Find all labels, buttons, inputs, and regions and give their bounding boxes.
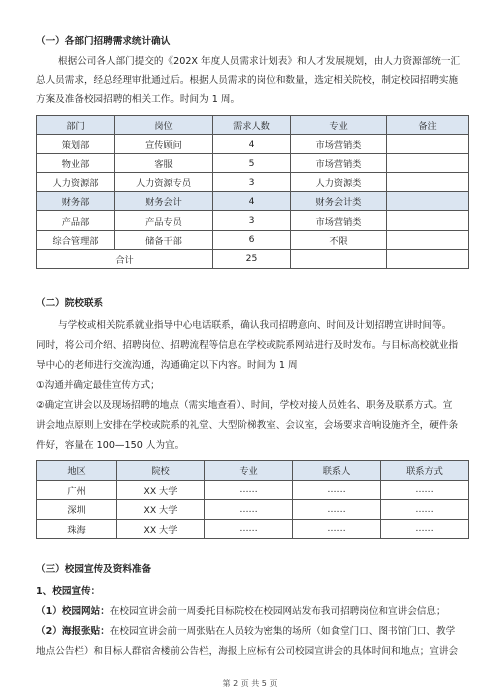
table-cell: 储备干部 bbox=[115, 230, 213, 249]
table-row bbox=[37, 135, 469, 154]
section2-line2: 同时，将公司介绍、招聘岗位、招聘流程等信息在学校或院系网站进行及时发布。与目标高校就业指 bbox=[36, 340, 459, 351]
table-cell bbox=[387, 192, 469, 211]
table-cell: …… bbox=[381, 519, 469, 539]
table-cell: 4 bbox=[213, 135, 291, 154]
table-cell: …… bbox=[205, 500, 293, 520]
table-cell: 3 bbox=[213, 173, 291, 192]
section2-heading: （二）院校联系 bbox=[36, 298, 104, 309]
table-cell: 客服 bbox=[115, 154, 213, 173]
section3-heading: （三）校园宣传及资料准备 bbox=[36, 564, 152, 575]
table-cell: 人力资源部 bbox=[37, 173, 115, 192]
table-cell: 市场营销类 bbox=[291, 154, 387, 173]
table-cell: 市场营销类 bbox=[291, 135, 387, 154]
table-row bbox=[37, 480, 469, 500]
item1-text: 在校园宣讲会前一周委托目标院校在校园网站发布我司招聘岗位和宣讲会信息； bbox=[109, 606, 446, 617]
table-total-row bbox=[37, 249, 469, 268]
header-cell: 岗位 bbox=[115, 116, 213, 135]
table-cell: 财务会计 bbox=[115, 192, 213, 211]
table-cell: …… bbox=[381, 480, 469, 500]
table-cell bbox=[387, 211, 469, 230]
header-cell: 联系人 bbox=[293, 461, 381, 481]
demand-table-header bbox=[37, 116, 469, 135]
section2-line3: 导中心的老师进行交流沟通，沟通确定以下内容。时间为 1 周 bbox=[36, 360, 298, 371]
item2-text: 在校园宣讲会前一周张贴在人员较为密集的场所（如食堂门口、图书馆门口、教学 bbox=[109, 626, 456, 637]
table-cell: 宣传顾问 bbox=[115, 135, 213, 154]
table-cell: 人力资源专员 bbox=[115, 173, 213, 192]
table-cell: 深圳 bbox=[37, 500, 117, 520]
table-cell: 市场营销类 bbox=[291, 211, 387, 230]
table-cell: 财务会计类 bbox=[291, 192, 387, 211]
table-row bbox=[37, 519, 469, 539]
section1-para-line2: 总人员需求，经总经理审批通过后。根据人员需求的岗位和数量，选定相关院校，制定校园招聘实施 bbox=[36, 75, 459, 86]
total-label-cell: 合计 bbox=[37, 249, 213, 268]
table-cell bbox=[387, 230, 469, 249]
table-row bbox=[37, 500, 469, 520]
total-value-cell: 25 bbox=[213, 249, 291, 268]
table-cell: 广州 bbox=[37, 480, 117, 500]
item1-label: （1）校园网站： bbox=[36, 606, 110, 617]
table-cell: …… bbox=[293, 500, 381, 520]
section2-line1: 与学校或相关院系就业指导中心电话联系，确认我司招聘意向、时间及计划招聘宣讲时间等。 bbox=[58, 320, 452, 331]
section1-heading: （一）各部门招聘需求统计确认 bbox=[36, 36, 171, 47]
table-cell: 策划部 bbox=[37, 135, 115, 154]
section2-line4: ①沟通并确定最佳宣传方式； bbox=[36, 380, 160, 391]
header-cell: 专业 bbox=[291, 116, 387, 135]
table-cell: 5 bbox=[213, 154, 291, 173]
header-cell: 地区 bbox=[37, 461, 117, 481]
table-cell: …… bbox=[381, 500, 469, 520]
table-row bbox=[37, 230, 469, 249]
header-cell: 院校 bbox=[117, 461, 205, 481]
table-cell bbox=[291, 249, 387, 268]
section2-line6: 讲会地点原则上安排在学校或院系的礼堂、大型阶梯教室、会议室，会场要求音响设施齐全，硬件条 bbox=[36, 420, 459, 431]
header-cell: 备注 bbox=[387, 116, 469, 135]
table-cell: 产品部 bbox=[37, 211, 115, 230]
table-cell bbox=[387, 249, 469, 268]
table-cell: 物业部 bbox=[37, 154, 115, 173]
table-cell: 综合管理部 bbox=[37, 230, 115, 249]
table-cell bbox=[387, 173, 469, 192]
table-cell: …… bbox=[205, 480, 293, 500]
demand-table bbox=[36, 115, 469, 269]
table-cell: 6 bbox=[213, 230, 291, 249]
table-cell bbox=[387, 135, 469, 154]
table-cell: 3 bbox=[213, 211, 291, 230]
table-cell bbox=[387, 154, 469, 173]
table-cell: 财务部 bbox=[37, 192, 115, 211]
table-cell: XX 大学 bbox=[117, 519, 205, 539]
page-footer: 第 2 页 共 5 页 bbox=[222, 679, 278, 688]
table-row bbox=[37, 192, 469, 211]
section2-line7: 件好，容量在 100—150 人为宜。 bbox=[36, 440, 185, 451]
table-cell: 珠海 bbox=[37, 519, 117, 539]
table-cell: 4 bbox=[213, 192, 291, 211]
header-cell: 需求人数 bbox=[213, 116, 291, 135]
header-cell: 联系方式 bbox=[381, 461, 469, 481]
table-cell: 人力资源类 bbox=[291, 173, 387, 192]
section1-para-line1: 根据公司各人部门提交的《202X 年度人员需求计划表》和人才发展规划，由人力资源部统一汇 bbox=[58, 56, 461, 67]
section3-item1 bbox=[36, 604, 446, 620]
table-cell: …… bbox=[205, 519, 293, 539]
college-table bbox=[36, 460, 469, 539]
table-cell: 不限 bbox=[291, 230, 387, 249]
section3-item2 bbox=[36, 624, 455, 640]
table-cell: …… bbox=[293, 519, 381, 539]
section3-item2-cont: 地点公告栏）和目标人群宿舍楼前公告栏，海报上应标有公司校园宣讲会的具体时间和地点；宣讲会 bbox=[36, 646, 459, 657]
table-cell: XX 大学 bbox=[117, 500, 205, 520]
section3-sub1: 1、校园宣传： bbox=[36, 586, 101, 597]
college-table-header bbox=[37, 461, 469, 481]
item2-label: （2）海报张贴： bbox=[36, 626, 110, 637]
section1-para-line3: 方案及准备校园招聘的相关工作。时间为 1 周。 bbox=[36, 94, 241, 105]
table-row bbox=[37, 211, 469, 230]
section2-line5: ②确定宣讲会以及现场招聘的地点（需实地查看）、时间，学校对接人员姓名、职务及联系方式。宣 bbox=[36, 400, 453, 411]
header-cell: 部门 bbox=[37, 116, 115, 135]
table-row bbox=[37, 154, 469, 173]
table-row bbox=[37, 173, 469, 192]
header-cell: 专业 bbox=[205, 461, 293, 481]
table-cell: …… bbox=[293, 480, 381, 500]
table-cell: XX 大学 bbox=[117, 480, 205, 500]
table-cell: 产品专员 bbox=[115, 211, 213, 230]
